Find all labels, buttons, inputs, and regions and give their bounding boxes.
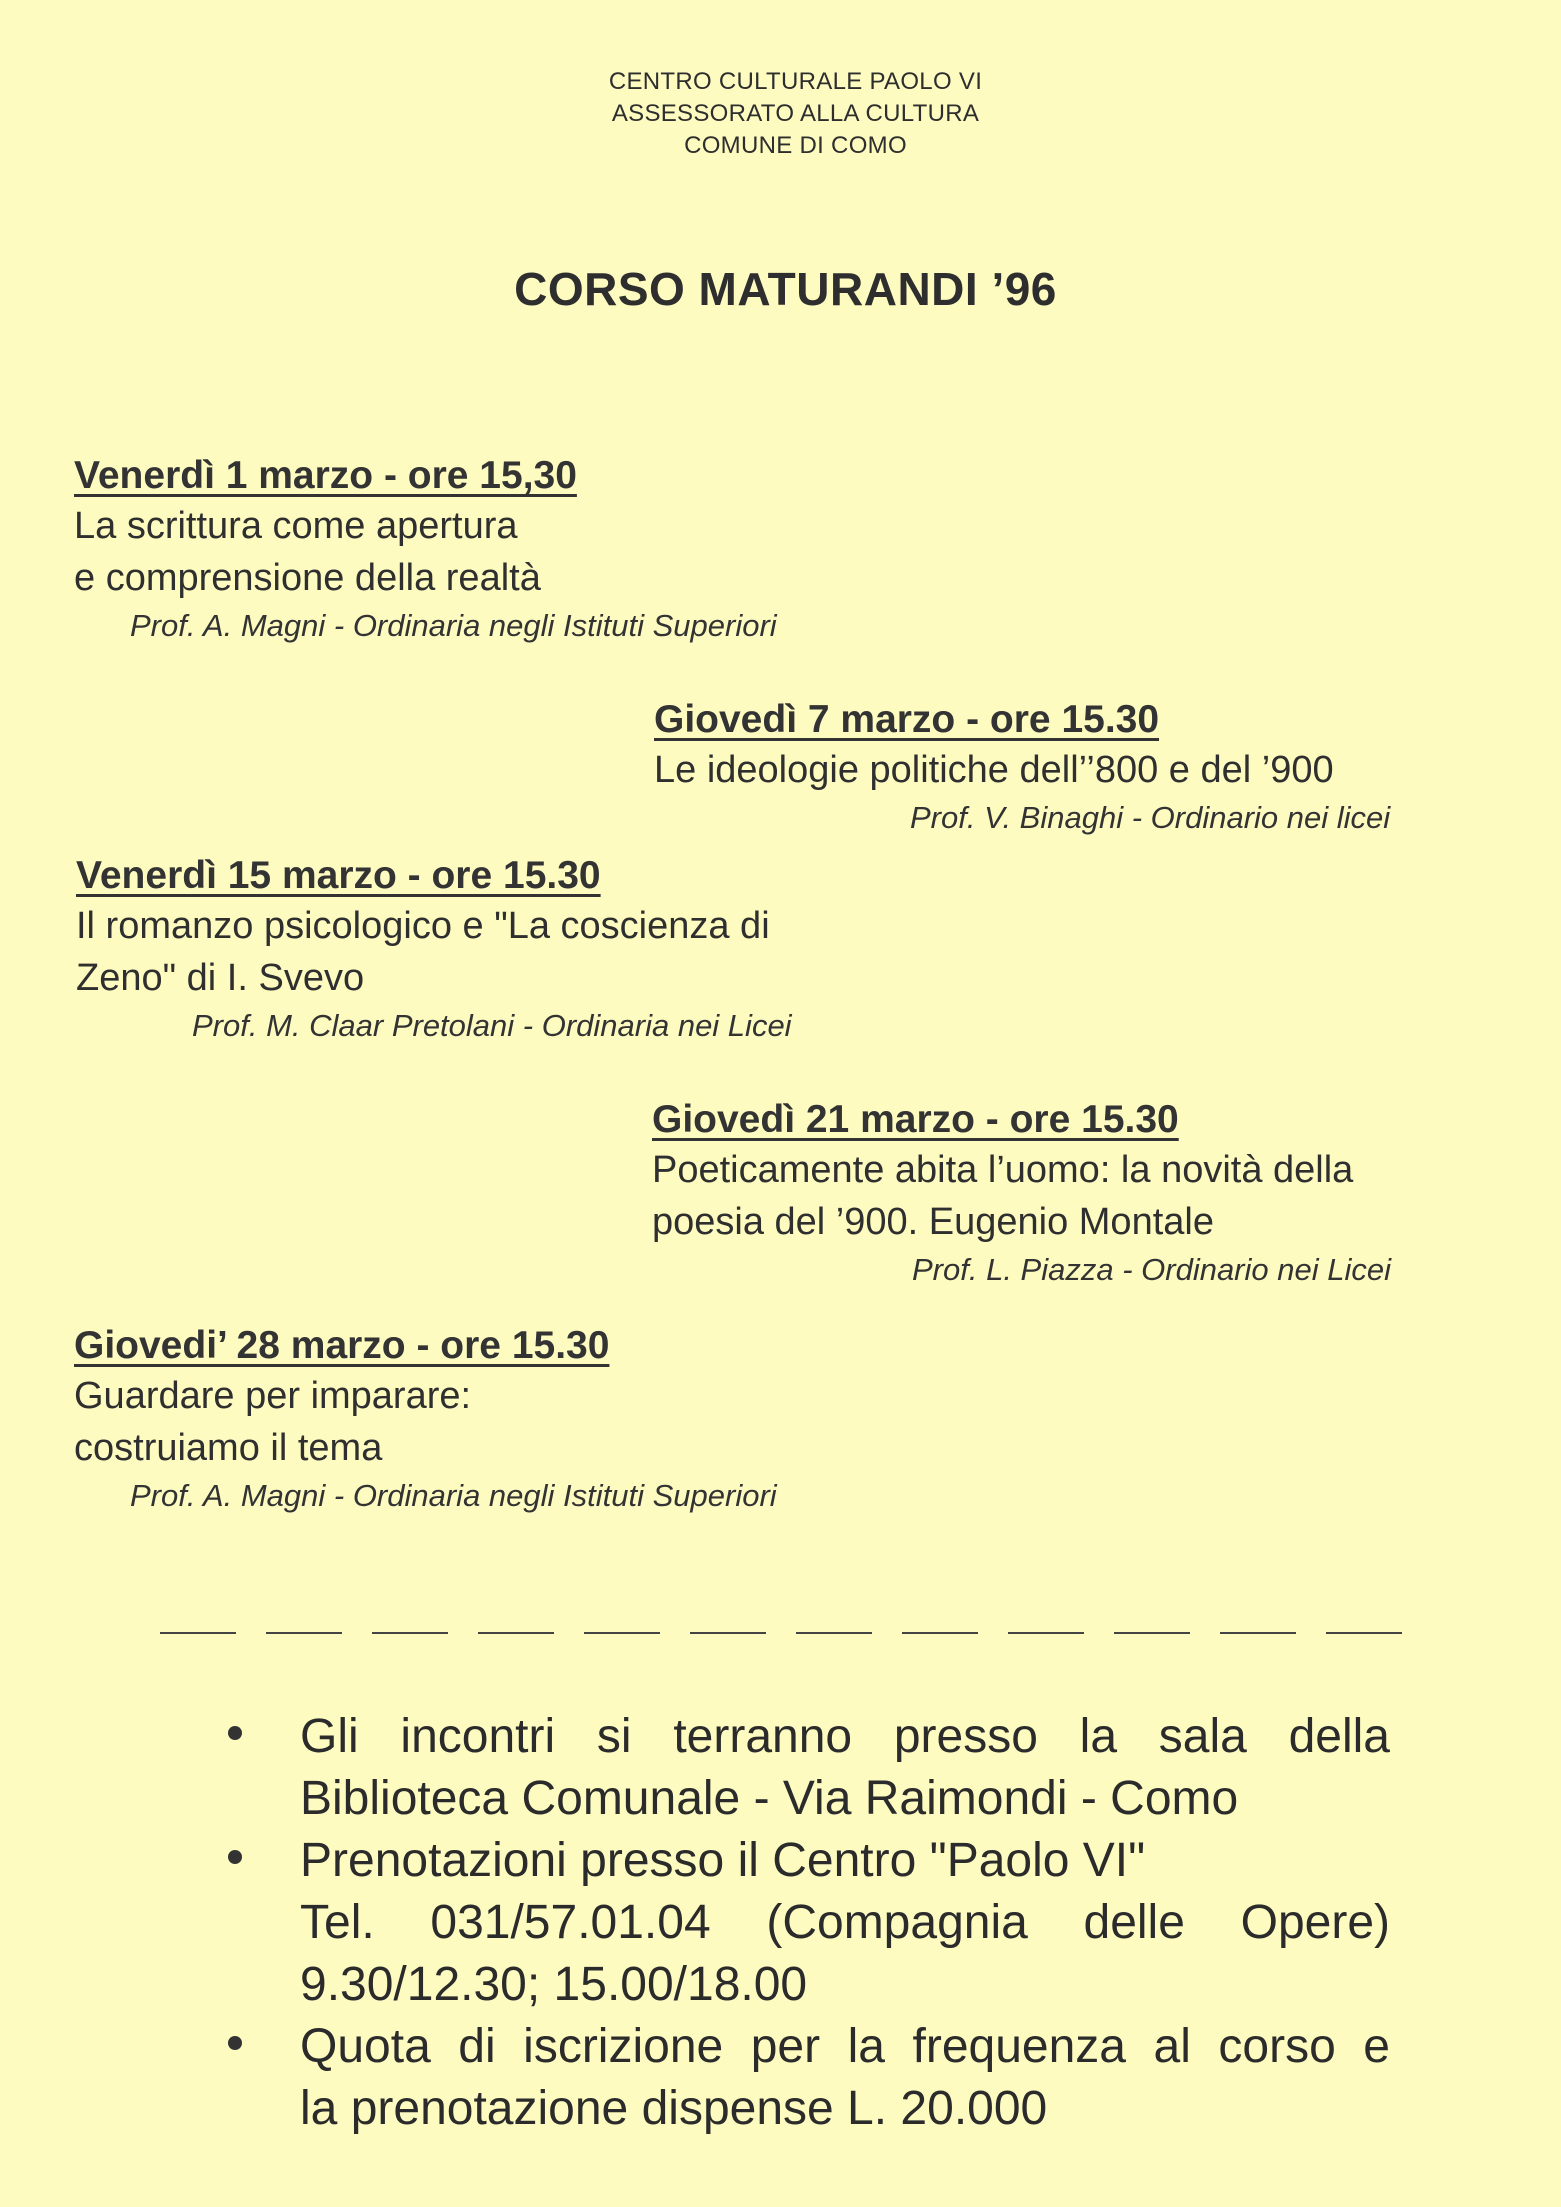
event-speaker: Prof. V. Binaghi - Ordinario nei licei	[910, 800, 1391, 835]
event-topic-line: Il romanzo psicologico e "La coscienza di	[76, 905, 770, 947]
organizer-header	[0, 66, 1561, 162]
dashed-divider	[160, 1632, 1430, 1634]
event-3	[76, 852, 792, 1048]
event-topic-line: costruiamo il tema	[74, 1427, 383, 1469]
event-date: Giovedì 21 marzo - ore 15.30	[652, 1098, 1179, 1141]
event-speaker: Prof. M. Claar Pretolani - Ordinaria nei Licei	[192, 1008, 792, 1043]
info-item-fee	[220, 2016, 1390, 2140]
event-topic-line: Zeno" di I. Svevo	[76, 957, 365, 999]
event-date: Giovedi’ 28 marzo - ore 15.30	[74, 1324, 610, 1367]
event-topic-line: Le ideologie politiche dell’’800 e del ’900	[654, 749, 1334, 791]
info-line: 9.30/12.30; 15.00/18.00	[300, 1958, 808, 2011]
event-date: Venerdì 15 marzo - ore 15.30	[76, 854, 601, 897]
event-topic-line: La scrittura come apertura	[74, 505, 518, 547]
event-topic-line: poesia del ’900. Eugenio Montale	[652, 1201, 1214, 1243]
event-topic-line: Guardare per imparare:	[74, 1375, 472, 1417]
info-line: Biblioteca Comunale - Via Raimondi - Como	[300, 1772, 1239, 1825]
info-item-venue	[220, 1706, 1390, 1830]
organizer-line-1: CENTRO CULTURALE PAOLO VI	[608, 68, 983, 95]
info-line: Gli incontri si terranno presso la sala della	[300, 1710, 1390, 1763]
event-4	[652, 1096, 1391, 1292]
info-line: Prenotazioni presso il Centro "Paolo VI"	[300, 1834, 1146, 1887]
organizer-line-3: COMUNE DI COMO	[684, 132, 907, 159]
organizer-line-2: ASSESSORATO ALLA CULTURA	[611, 100, 980, 127]
info-line: Tel. 031/57.01.04 (Compagnia delle Opere)	[300, 1896, 1390, 1949]
course-title: CORSO MATURANDI ’96	[514, 263, 1057, 315]
event-speaker: Prof. A. Magni - Ordinaria negli Istituti Superiori	[130, 1478, 777, 1513]
info-line: la prenotazione dispense L. 20.000	[300, 2082, 1048, 2135]
info-list	[220, 1706, 1390, 2140]
event-topic-line: e comprensione della realtà	[74, 557, 541, 599]
event-speaker: Prof. L. Piazza - Ordinario nei Licei	[912, 1252, 1391, 1287]
event-2	[654, 696, 1390, 840]
bullet-icon	[228, 2036, 242, 2050]
bullet-icon	[228, 1726, 242, 1740]
info-line: Quota di iscrizione per la frequenza al corso e	[300, 2020, 1390, 2073]
event-date: Giovedì 7 marzo - ore 15.30	[654, 698, 1160, 741]
event-speaker: Prof. A. Magni - Ordinaria negli Istituti Superiori	[130, 608, 777, 643]
event-5	[74, 1322, 777, 1518]
bullet-icon	[228, 1850, 242, 1864]
info-item-booking	[220, 1830, 1390, 2016]
event-topic-line: Poeticamente abita l’uomo: la novità della	[652, 1149, 1354, 1191]
event-date: Venerdì 1 marzo - ore 15,30	[74, 454, 577, 497]
event-1	[74, 452, 777, 648]
